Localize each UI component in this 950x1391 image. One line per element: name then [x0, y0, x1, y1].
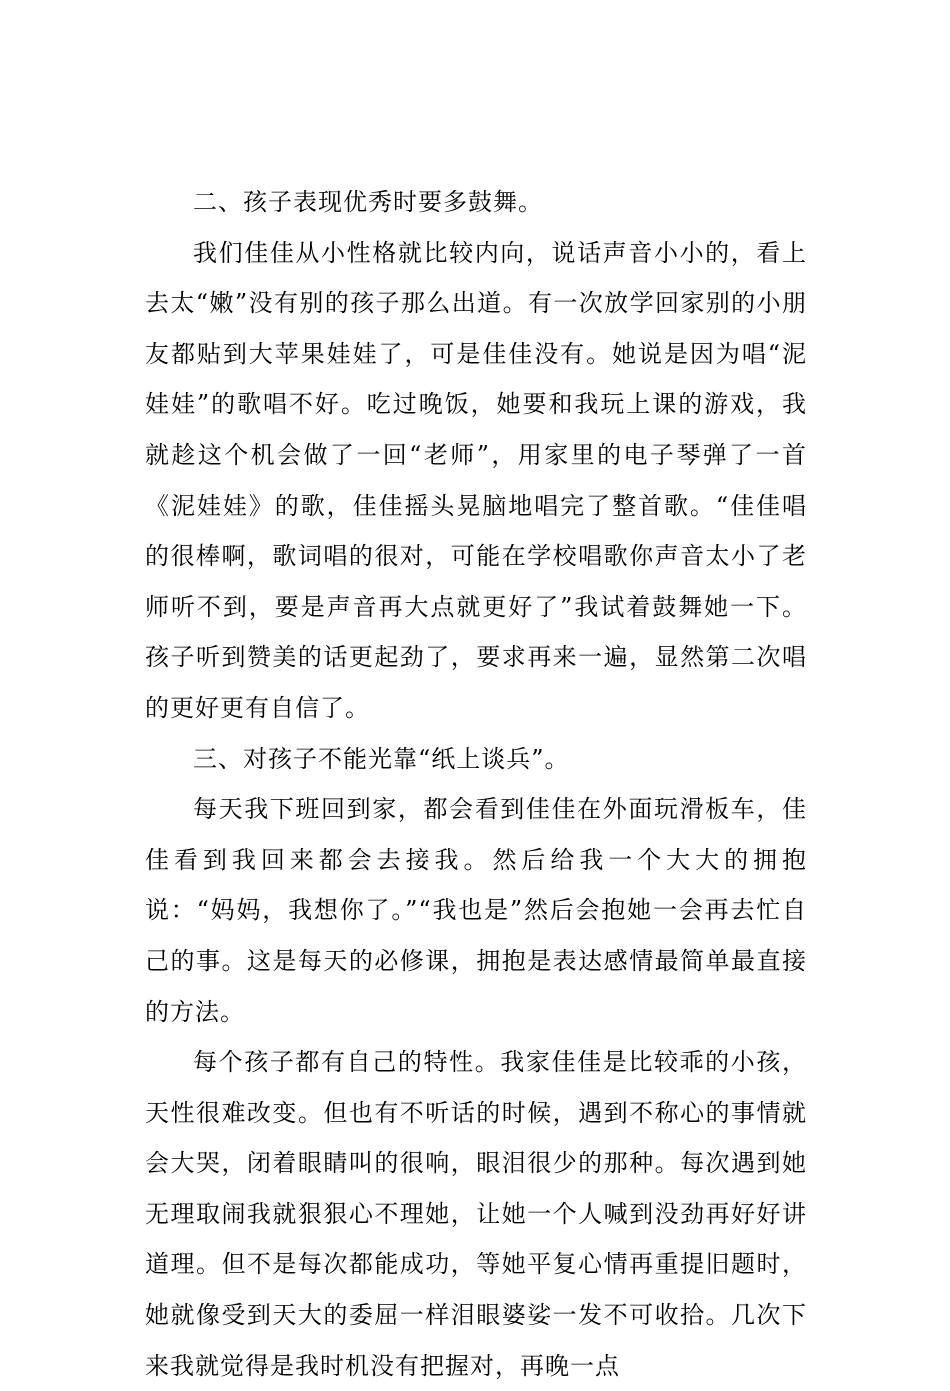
document-body [145, 177, 807, 1391]
paragraph-singing-story: 我们佳佳从小性格就比较内向，说话声音小小的，看上去太“嫩”没有别的孩子那么出道。有一次放学回家别的小朋友都贴到大苹果娃娃了，可是佳佳没有。她说是因为唱“泥娃娃”的歌唱不好。吃过晚饭，她要和我玩上课的游戏，我就趁这个机会做了一回“老师”，用家里的电子琴弹了一首《泥娃娃》的歌，佳佳摇头晃脑地唱完了整首歌。“佳佳唱的很棒啊，歌词唱的很对，可能在学校唱歌你声音太小了老师听不到，要是声音再大点就更好了”我试着鼓舞她一下。孩子听到赞美的话更起劲了，要求再来一遍，显然第二次唱的更好更有自信了。 [145, 238, 807, 722]
paragraph-child-temperament: 每个孩子都有自己的特性。我家佳佳是比较乖的小孩，天性很难改变。但也有不听话的时候，遇到不称心的事情就会大哭，闭着眼睛叫的很响，眼泪很少的那种。每次遇到她无理取闹我就狠狠心不理她，让她一个人喊到没劲再好好讲道理。但不是每次都能成功，等她平复心情再重提旧题时，她就像受到天大的委屈一样泪眼婆娑一发不可收拾。几次下来我就觉得是我时机没有把握对，再晚一点 [145, 1048, 807, 1380]
section-heading-encouragement: 二、孩子表现优秀时要多鼓舞。 [193, 188, 543, 216]
section-heading-not-just-theory: 三、对孩子不能光靠“纸上谈兵”。 [193, 744, 570, 773]
paragraph-daily-hug: 每天我下班回到家，都会看到佳佳在外面玩滑板车，佳佳看到我回来都会去接我。然后给我一个大大的拥抱说：“妈妈，我想你了。”“我也是”然后会抱她一会再去忙自己的事。这是每天的必修课，拥抱是表达感情最简单最直接的方法。 [145, 795, 807, 1026]
